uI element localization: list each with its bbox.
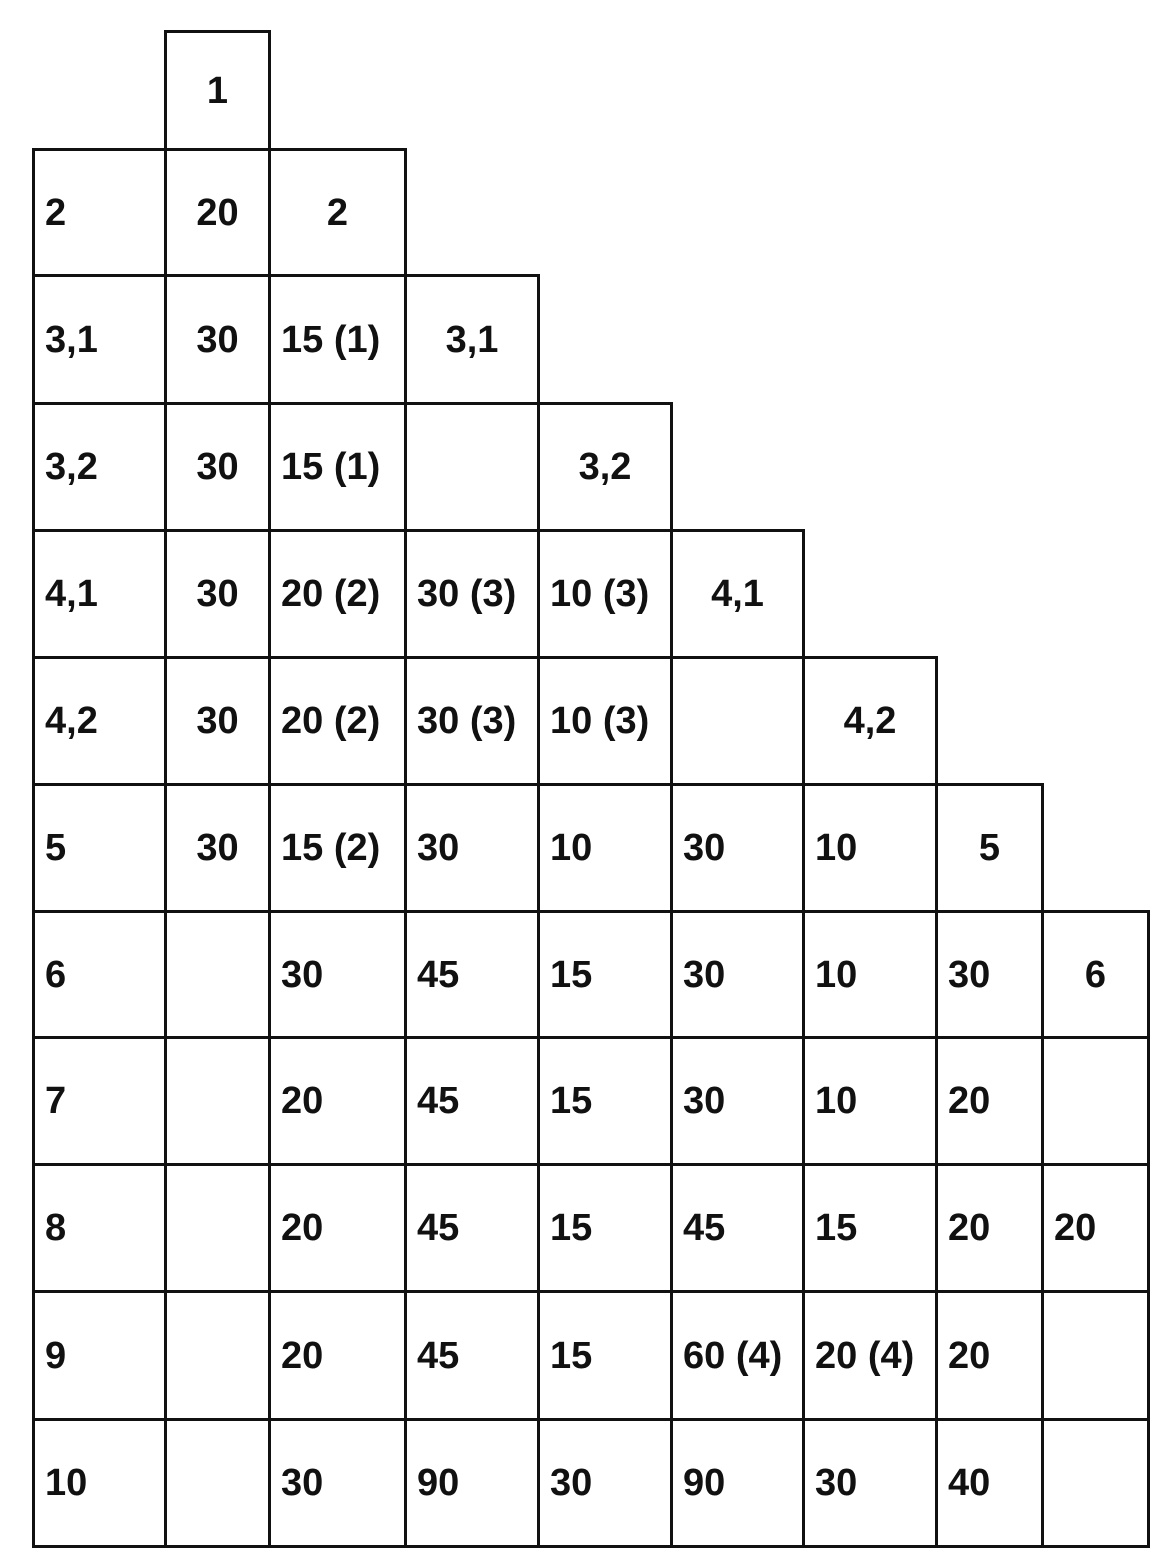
row-label-cell: 9 — [32, 1290, 167, 1421]
value-cell: 15 — [537, 1290, 673, 1421]
value-cell: 20 — [935, 1290, 1044, 1421]
value-cell: 30 — [670, 783, 805, 913]
value-cell: 30 — [670, 910, 805, 1039]
value-cell: 30 — [404, 783, 540, 913]
row-label-cell: 7 — [32, 1036, 167, 1166]
value-cell: 30 — [164, 529, 271, 659]
value-cell: 10 (3) — [537, 529, 673, 659]
value-cell: 30 — [164, 274, 271, 405]
column-header-cell: 3,2 — [537, 402, 673, 532]
value-cell: 30 — [537, 1418, 673, 1548]
value-cell — [164, 1418, 271, 1548]
row-label-cell: 4,2 — [32, 656, 167, 786]
column-header-cell: 6 — [1041, 910, 1150, 1039]
value-cell — [670, 656, 805, 786]
value-cell — [164, 910, 271, 1039]
value-cell — [164, 1036, 271, 1166]
row-label-cell: 3,1 — [32, 274, 167, 405]
row-label-cell: 10 — [32, 1418, 167, 1548]
value-cell: 10 (3) — [537, 656, 673, 786]
value-cell: 10 — [537, 783, 673, 913]
value-cell — [404, 402, 540, 532]
value-cell: 45 — [404, 910, 540, 1039]
value-cell: 30 — [164, 783, 271, 913]
value-cell: 15 (2) — [268, 783, 407, 913]
value-cell — [164, 1163, 271, 1293]
row-label-cell: 8 — [32, 1163, 167, 1293]
value-cell — [1041, 1418, 1150, 1548]
value-cell: 20 — [268, 1163, 407, 1293]
value-cell: 20 (2) — [268, 529, 407, 659]
value-cell: 10 — [802, 1036, 938, 1166]
value-cell: 20 — [268, 1036, 407, 1166]
value-cell: 20 — [935, 1036, 1044, 1166]
value-cell: 30 — [164, 656, 271, 786]
value-cell: 90 — [670, 1418, 805, 1548]
value-cell: 20 — [935, 1163, 1044, 1293]
value-cell: 30 — [802, 1418, 938, 1548]
row-label-cell: 4,1 — [32, 529, 167, 659]
value-cell: 90 — [404, 1418, 540, 1548]
value-cell: 30 — [268, 910, 407, 1039]
row-label-cell: 5 — [32, 783, 167, 913]
column-header-cell: 2 — [268, 148, 407, 277]
value-cell: 45 — [404, 1036, 540, 1166]
value-cell: 15 (1) — [268, 402, 407, 532]
value-cell: 20 (4) — [802, 1290, 938, 1421]
column-header-cell: 5 — [935, 783, 1044, 913]
value-cell: 20 — [268, 1290, 407, 1421]
value-cell: 30 — [670, 1036, 805, 1166]
column-header-cell: 4,1 — [670, 529, 805, 659]
column-header-cell: 3,1 — [404, 274, 540, 405]
value-cell: 15 — [537, 1036, 673, 1166]
value-cell: 15 — [537, 1163, 673, 1293]
column-header-cell: 1 — [164, 30, 271, 151]
value-cell: 60 (4) — [670, 1290, 805, 1421]
value-cell: 15 — [537, 910, 673, 1039]
value-cell: 15 (1) — [268, 274, 407, 405]
value-cell — [1041, 1290, 1150, 1421]
value-cell: 15 — [802, 1163, 938, 1293]
value-cell: 10 — [802, 910, 938, 1039]
row-label-cell: 3,2 — [32, 402, 167, 532]
row-label-cell: 2 — [32, 148, 167, 277]
value-cell: 30 (3) — [404, 656, 540, 786]
value-cell: 45 — [404, 1290, 540, 1421]
value-cell: 45 — [670, 1163, 805, 1293]
value-cell: 45 — [404, 1163, 540, 1293]
value-cell — [1041, 1036, 1150, 1166]
value-cell — [164, 1290, 271, 1421]
value-cell: 30 (3) — [404, 529, 540, 659]
value-cell: 30 — [268, 1418, 407, 1548]
value-cell: 40 — [935, 1418, 1044, 1548]
value-cell: 20 — [164, 148, 271, 277]
value-cell: 30 — [164, 402, 271, 532]
value-cell: 20 — [1041, 1163, 1150, 1293]
value-cell: 10 — [802, 783, 938, 913]
row-label-cell: 6 — [32, 910, 167, 1039]
value-cell: 20 (2) — [268, 656, 407, 786]
value-cell: 30 — [935, 910, 1044, 1039]
column-header-cell: 4,2 — [802, 656, 938, 786]
